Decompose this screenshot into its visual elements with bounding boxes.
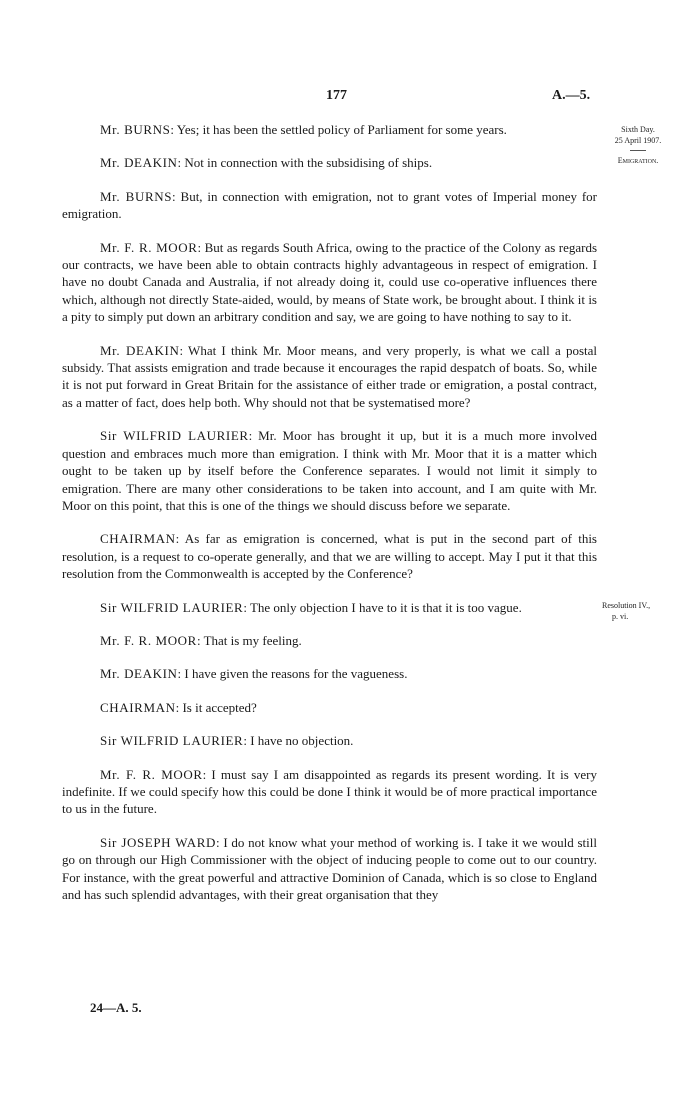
page-reference: A.—5.: [552, 88, 591, 103]
speaker-name: Mr. F. R. MOOR: [100, 632, 197, 648]
paragraph: [62, 665, 597, 682]
paragraph-text: : Not in connection with the subsidising of ships.: [177, 155, 433, 171]
paragraph-text: : Mr. Moor has brought it up, but it is a much more involved question and embraces much more than emigration. I think with Mr. Moor that it is a matter which ought to be taken up by itself before the Conference separates. I would not limit it simply to emigration. There are many other considerations to be taken into account, and I am quite with Mr. Moor on this point, that this is one of the things we should discuss before we separate.: [62, 428, 598, 513]
paragraph-text: : But as regards South Africa, owing to the practice of the Colony as regards our contracts, we have been able to obtain contracts highly advantageous in respect of emigration. I have no doubt Canada and Australia, if not already doing it, could use co-operative influences there which, although not directly State-aided, would, by means of State work, be brought about. I think it is a pity to simply put down an arbitrary condition and say, we are going to have nothing to say to it.: [62, 239, 598, 325]
paragraph-text: : What I think Mr. Moor means, and very properly, is what we call a postal subsidy. That assists emigration and trade because it encourages the rapid despatch of boats. So, while it is not put forward in Great Britain for the assistance of either trade or emigration, a postal contract, as a matter of fact, does help both. Why should not that be systematised more?: [62, 342, 597, 410]
paragraph: [62, 699, 597, 716]
margin-note-date-text: 25 April 1907.: [614, 136, 662, 145]
speaker-name: Mr. DEAKIN: [100, 342, 180, 358]
margin-note-day: Sixth Day.: [621, 125, 655, 134]
paragraph: [62, 732, 597, 749]
margin-divider: [630, 150, 646, 151]
paragraph: [62, 599, 597, 616]
paragraph-text: : That is my feeling.: [196, 632, 302, 648]
speaker-name: Sir WILFRID LAURIER: [100, 599, 244, 615]
paragraph-text: : As far as emigration is concerned, what is put in the second part of this resolution, is a request to co-operate generally, and that we are willing to accept. May I put it that this resolution from the Commonwealth is accepted by the Conference?: [62, 531, 597, 582]
margin-note-resolution-page: p. vi.: [612, 612, 629, 621]
speaker-name: Mr. BURNS: [100, 188, 173, 204]
paragraph: [62, 154, 597, 171]
speaker-name: Mr. F. R. MOOR: [100, 766, 203, 782]
paragraph: [62, 530, 597, 582]
speaker-name: Mr. BURNS: [100, 122, 171, 137]
margin-note-topic: Emigration.: [617, 156, 659, 165]
paragraph: [62, 121, 597, 138]
speaker-name: CHAIRMAN: [100, 531, 176, 547]
speaker-name: Mr. DEAKIN: [100, 666, 178, 682]
page-number: 177: [326, 88, 347, 103]
margin-note-resolution: [602, 600, 678, 622]
paragraph-text: : I have no objection.: [243, 733, 354, 749]
paragraph-text: : I do not know what your method of working is. I take it we would still go on through our High Commissioner with the object of inducing people to come out to our country. For instance, with the great powerful and attractive Dominion of Canada, which is so close to England and has such splendid advantages, with their great organisation that they: [62, 834, 598, 902]
paragraph: [62, 632, 597, 649]
paragraph: [62, 188, 597, 223]
paragraph: [62, 239, 597, 326]
paragraph: [62, 427, 597, 514]
speaker-name: Sir WILFRID LAURIER: [100, 733, 244, 749]
paragraph-text: : Yes; it has been the settled policy of Parliament for some years.: [170, 122, 507, 137]
margin-note-resolution-title: Resolution IV.,: [602, 601, 651, 610]
signature-mark: 24—A. 5.: [90, 1000, 142, 1015]
transcript-body: [62, 121, 597, 903]
speaker-name: Mr. DEAKIN: [100, 155, 178, 171]
paragraph-text: : Is it accepted?: [175, 699, 257, 715]
speaker-name: Sir JOSEPH WARD: [100, 834, 216, 850]
paragraph: [62, 342, 597, 412]
margin-note-date: [600, 124, 676, 166]
paragraph-text: : The only objection I have to it is that it is too vague.: [243, 599, 522, 615]
paragraph: [62, 766, 597, 818]
speaker-name: Mr. F. R. MOOR: [100, 239, 198, 255]
speaker-name: Sir WILFRID LAURIER: [100, 428, 249, 444]
paragraph: [62, 834, 597, 904]
speaker-name: CHAIRMAN: [100, 699, 176, 715]
paragraph-text: : I must say I am disappointed as regards its present wording. It is very indefinite. If we could specify how this could be done I think it would be of more practical importance to us in the future.: [62, 766, 598, 817]
paragraph-text: : I have given the reasons for the vagueness.: [177, 666, 408, 682]
paragraph-text: : But, in connection with emigration, not to grant votes of Imperial money for emigration.: [62, 188, 598, 222]
